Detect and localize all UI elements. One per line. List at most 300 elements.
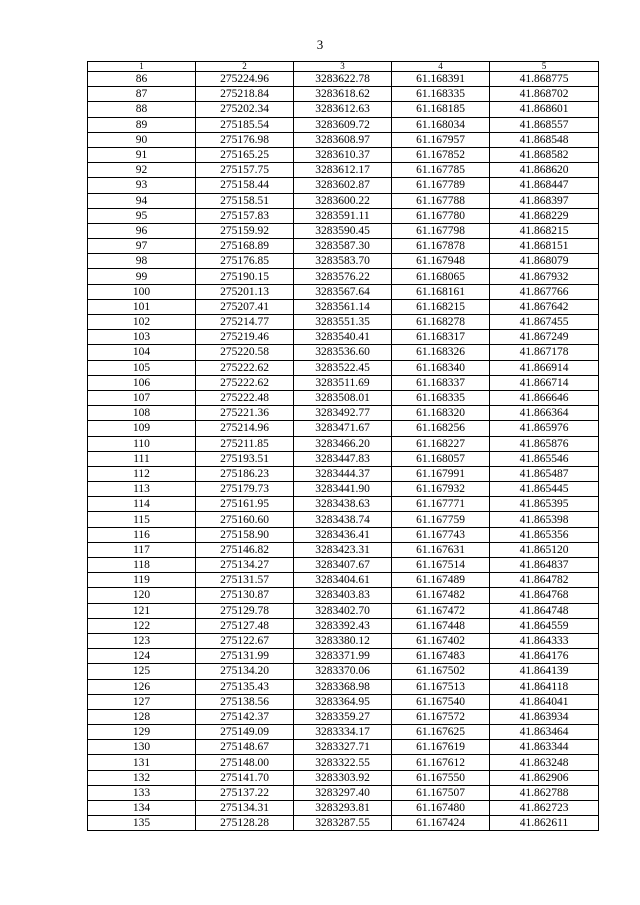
table-row [88,816,599,831]
table-cell: 135 [88,816,196,831]
table-row [88,72,599,87]
column-header: 3 [294,62,392,72]
table-cell: 95 [88,208,196,223]
table-body [88,72,599,831]
table-cell: 93 [88,178,196,193]
table-cell: 41.862611 [490,816,599,831]
table-cell: 3283551.35 [294,315,392,330]
table-cell: 61.167957 [392,132,490,147]
table-cell: 275211.85 [196,436,294,451]
table-cell: 108 [88,406,196,421]
table-cell: 3283407.67 [294,558,392,573]
table-cell: 41.864768 [490,588,599,603]
table-cell: 96 [88,223,196,238]
table-cell: 109 [88,421,196,436]
table-cell: 61.168034 [392,117,490,132]
table-cell: 61.168161 [392,284,490,299]
table-cell: 114 [88,497,196,512]
table-cell: 134 [88,801,196,816]
table-cell: 275141.70 [196,770,294,785]
table-cell: 94 [88,193,196,208]
table-cell: 121 [88,603,196,618]
table-cell: 275159.92 [196,223,294,238]
table-cell: 61.167878 [392,239,490,254]
table-cell: 3283441.90 [294,482,392,497]
table-cell: 113 [88,482,196,497]
table-cell: 3283600.22 [294,193,392,208]
table-row [88,755,599,770]
table-cell: 3283392.43 [294,618,392,633]
table-cell: 61.167550 [392,770,490,785]
table-cell: 41.866914 [490,360,599,375]
table-row [88,163,599,178]
table-row [88,664,599,679]
table-cell: 275221.36 [196,406,294,421]
table-cell: 3283567.64 [294,284,392,299]
table-cell: 41.863464 [490,725,599,740]
table-cell: 275185.54 [196,117,294,132]
table-cell: 41.868601 [490,102,599,117]
table-cell: 275179.73 [196,482,294,497]
table-row [88,573,599,588]
table-row [88,254,599,269]
table-cell: 41.866646 [490,390,599,405]
table-cell: 61.168317 [392,330,490,345]
table-cell: 61.167540 [392,694,490,709]
table-cell: 275168.89 [196,239,294,254]
table-cell: 275190.15 [196,269,294,284]
table-cell: 124 [88,649,196,664]
table-cell: 41.865546 [490,451,599,466]
table-cell: 61.167631 [392,542,490,557]
table-cell: 275134.27 [196,558,294,573]
table-cell: 275127.48 [196,618,294,633]
table-cell: 3283622.78 [294,72,392,87]
table-cell: 275142.37 [196,709,294,724]
table-cell: 3283403.83 [294,588,392,603]
table-row [88,269,599,284]
table-cell: 61.167991 [392,466,490,481]
table-cell: 125 [88,664,196,679]
table-cell: 41.868775 [490,72,599,87]
table-cell: 275220.58 [196,345,294,360]
table-cell: 61.167771 [392,497,490,512]
column-header: 5 [490,62,599,72]
column-header: 2 [196,62,294,72]
table-cell: 61.167424 [392,816,490,831]
table-cell: 41.865445 [490,482,599,497]
table-row [88,649,599,664]
table-row [88,801,599,816]
table-cell: 88 [88,102,196,117]
table-cell: 105 [88,360,196,375]
table-cell: 275158.44 [196,178,294,193]
table-cell: 61.167572 [392,709,490,724]
table-row [88,633,599,648]
table-cell: 61.168215 [392,299,490,314]
table-cell: 61.167448 [392,618,490,633]
table-cell: 90 [88,132,196,147]
table-cell: 41.868548 [490,132,599,147]
table-cell: 3283370.06 [294,664,392,679]
table-cell: 41.867642 [490,299,599,314]
table-cell: 41.864559 [490,618,599,633]
table-cell: 3283334.17 [294,725,392,740]
table-cell: 115 [88,512,196,527]
table-cell: 41.867178 [490,345,599,360]
table-cell: 275176.98 [196,132,294,147]
table-cell: 3283447.83 [294,451,392,466]
table-cell: 61.167789 [392,178,490,193]
table-cell: 3283287.55 [294,816,392,831]
table-cell: 41.864176 [490,649,599,664]
table-cell: 86 [88,72,196,87]
table-cell: 275176.85 [196,254,294,269]
table-row [88,223,599,238]
table-cell: 98 [88,254,196,269]
table-cell: 3283561.14 [294,299,392,314]
table-cell: 61.168340 [392,360,490,375]
table-cell: 41.864748 [490,603,599,618]
table-cell: 3283608.97 [294,132,392,147]
table-cell: 3283587.30 [294,239,392,254]
table-cell: 61.168256 [392,421,490,436]
table-cell: 41.866364 [490,406,599,421]
table-row [88,284,599,299]
table-cell: 61.167785 [392,163,490,178]
table-row [88,482,599,497]
table-cell: 275222.62 [196,375,294,390]
table-cell: 127 [88,694,196,709]
table-cell: 41.865976 [490,421,599,436]
table-header [88,62,599,72]
table-row [88,132,599,147]
table-cell: 3283303.92 [294,770,392,785]
table-cell: 275135.43 [196,679,294,694]
table-cell: 61.168337 [392,375,490,390]
table-cell: 99 [88,269,196,284]
table-cell: 3283508.01 [294,390,392,405]
table-row [88,147,599,162]
table-cell: 112 [88,466,196,481]
table-cell: 61.167852 [392,147,490,162]
table-cell: 131 [88,755,196,770]
table-cell: 61.167780 [392,208,490,223]
table-cell: 61.167507 [392,785,490,800]
table-cell: 41.868582 [490,147,599,162]
table-cell: 41.863934 [490,709,599,724]
table-cell: 110 [88,436,196,451]
table-cell: 61.168278 [392,315,490,330]
table-cell: 275222.48 [196,390,294,405]
table-cell: 123 [88,633,196,648]
coordinates-table [87,61,599,831]
table-cell: 275130.87 [196,588,294,603]
table-cell: 130 [88,740,196,755]
table-cell: 102 [88,315,196,330]
table-cell: 61.168065 [392,269,490,284]
table-cell: 3283293.81 [294,801,392,816]
table-cell: 61.168326 [392,345,490,360]
table-cell: 275201.13 [196,284,294,299]
table-cell: 61.167798 [392,223,490,238]
table-cell: 275158.51 [196,193,294,208]
table-cell: 41.868151 [490,239,599,254]
table-row [88,193,599,208]
table-row [88,709,599,724]
table-row [88,345,599,360]
table-cell: 41.865120 [490,542,599,557]
table-cell: 61.167502 [392,664,490,679]
table-cell: 275128.28 [196,816,294,831]
table-row [88,299,599,314]
table-cell: 41.864041 [490,694,599,709]
table-cell: 119 [88,573,196,588]
table-cell: 129 [88,725,196,740]
table-cell: 275149.09 [196,725,294,740]
table-cell: 275218.84 [196,87,294,102]
table-cell: 107 [88,390,196,405]
table-cell: 61.168227 [392,436,490,451]
table-row [88,588,599,603]
table-cell: 92 [88,163,196,178]
table-cell: 41.864118 [490,679,599,694]
table-cell: 275160.60 [196,512,294,527]
table-cell: 61.168057 [392,451,490,466]
table-row [88,178,599,193]
table-cell: 3283438.63 [294,497,392,512]
table-cell: 3283522.45 [294,360,392,375]
table-cell: 41.862788 [490,785,599,800]
table-cell: 275207.41 [196,299,294,314]
table-row [88,451,599,466]
table-cell: 275214.77 [196,315,294,330]
table-cell: 91 [88,147,196,162]
table-cell: 61.167482 [392,588,490,603]
table-cell: 104 [88,345,196,360]
table-cell: 3283610.37 [294,147,392,162]
table-cell: 275134.31 [196,801,294,816]
table-cell: 275137.22 [196,785,294,800]
table-cell: 3283466.20 [294,436,392,451]
table-cell: 117 [88,542,196,557]
table-row [88,360,599,375]
table-cell: 275131.99 [196,649,294,664]
table-row [88,725,599,740]
table-cell: 3283297.40 [294,785,392,800]
table-cell: 275138.56 [196,694,294,709]
table-cell: 61.167948 [392,254,490,269]
table-cell: 61.167483 [392,649,490,664]
table-row [88,102,599,117]
table-cell: 61.168320 [392,406,490,421]
header-row [88,62,599,72]
table-cell: 275157.75 [196,163,294,178]
table-cell: 61.167743 [392,527,490,542]
table-cell: 41.864139 [490,664,599,679]
table-cell: 122 [88,618,196,633]
table-cell: 41.865356 [490,527,599,542]
table-row [88,618,599,633]
table-cell: 3283371.99 [294,649,392,664]
table-cell: 275186.23 [196,466,294,481]
table-cell: 61.167612 [392,755,490,770]
table-cell: 133 [88,785,196,800]
table-cell: 118 [88,558,196,573]
table-cell: 3283444.37 [294,466,392,481]
table-cell: 275224.96 [196,72,294,87]
table-row [88,679,599,694]
table-row [88,208,599,223]
table-cell: 275165.25 [196,147,294,162]
table-cell: 61.167625 [392,725,490,740]
table-cell: 3283583.70 [294,254,392,269]
table-cell: 3283609.72 [294,117,392,132]
table-cell: 61.167619 [392,740,490,755]
table-row [88,497,599,512]
table-cell: 3283438.74 [294,512,392,527]
table-cell: 3283402.70 [294,603,392,618]
table-row [88,390,599,405]
table-cell: 3283380.12 [294,633,392,648]
table-row [88,436,599,451]
table-cell: 101 [88,299,196,314]
table-cell: 41.862723 [490,801,599,816]
table-cell: 3283423.31 [294,542,392,557]
table-cell: 61.168391 [392,72,490,87]
table-cell: 106 [88,375,196,390]
table-cell: 41.867249 [490,330,599,345]
table-cell: 275158.90 [196,527,294,542]
table-cell: 41.866714 [490,375,599,390]
table-cell: 41.865876 [490,436,599,451]
table-cell: 3283591.11 [294,208,392,223]
table-cell: 89 [88,117,196,132]
table-cell: 41.867766 [490,284,599,299]
table-cell: 61.167513 [392,679,490,694]
table-cell: 61.167489 [392,573,490,588]
table-cell: 3283359.27 [294,709,392,724]
table-row [88,558,599,573]
column-header: 4 [392,62,490,72]
table-row [88,542,599,557]
table-cell: 3283612.63 [294,102,392,117]
table-cell: 120 [88,588,196,603]
table-cell: 275148.00 [196,755,294,770]
table-cell: 41.864333 [490,633,599,648]
table-cell: 41.868229 [490,208,599,223]
table-cell: 3283436.41 [294,527,392,542]
table-cell: 3283404.61 [294,573,392,588]
table-cell: 61.167932 [392,482,490,497]
table-cell: 3283322.55 [294,755,392,770]
table-cell: 103 [88,330,196,345]
table-row [88,421,599,436]
table-cell: 275157.83 [196,208,294,223]
table-cell: 41.868620 [490,163,599,178]
table-row [88,603,599,618]
table-cell: 3283327.71 [294,740,392,755]
table-row [88,512,599,527]
table-cell: 275202.34 [196,102,294,117]
table-row [88,375,599,390]
table-row [88,785,599,800]
table-cell: 275148.67 [196,740,294,755]
table-cell: 3283618.62 [294,87,392,102]
table-cell: 61.167402 [392,633,490,648]
table-cell: 41.867455 [490,315,599,330]
table-cell: 126 [88,679,196,694]
table-cell: 275131.57 [196,573,294,588]
table-cell: 97 [88,239,196,254]
table-cell: 3283511.69 [294,375,392,390]
table-cell: 275193.51 [196,451,294,466]
table-cell: 41.868079 [490,254,599,269]
table-cell: 41.867932 [490,269,599,284]
table-cell: 3283368.98 [294,679,392,694]
table-row [88,740,599,755]
table-cell: 3283612.17 [294,163,392,178]
table-cell: 61.167514 [392,558,490,573]
table-cell: 61.167788 [392,193,490,208]
table-cell: 275161.95 [196,497,294,512]
table-cell: 3283364.95 [294,694,392,709]
table-cell: 3283536.60 [294,345,392,360]
table-cell: 41.864837 [490,558,599,573]
table-cell: 3283540.41 [294,330,392,345]
table-cell: 3283492.77 [294,406,392,421]
table-cell: 41.868557 [490,117,599,132]
table-cell: 100 [88,284,196,299]
table-cell: 116 [88,527,196,542]
table-cell: 41.865398 [490,512,599,527]
table-cell: 41.862906 [490,770,599,785]
table-cell: 275134.20 [196,664,294,679]
table-row [88,406,599,421]
table-cell: 41.868702 [490,87,599,102]
column-header: 1 [88,62,196,72]
table-row [88,330,599,345]
table-cell: 275122.67 [196,633,294,648]
table-cell: 41.864782 [490,573,599,588]
table-cell: 132 [88,770,196,785]
table-cell: 61.168335 [392,390,490,405]
table-cell: 61.167759 [392,512,490,527]
table-cell: 41.865487 [490,466,599,481]
table-row [88,239,599,254]
table-cell: 111 [88,451,196,466]
table-cell: 3283576.22 [294,269,392,284]
table-cell: 61.167472 [392,603,490,618]
table-row [88,117,599,132]
table-row [88,87,599,102]
table-cell: 41.868447 [490,178,599,193]
table-cell: 41.863344 [490,740,599,755]
table-cell: 3283602.87 [294,178,392,193]
table-cell: 275129.78 [196,603,294,618]
table-cell: 275146.82 [196,542,294,557]
table-row [88,466,599,481]
table-cell: 41.863248 [490,755,599,770]
table-row [88,694,599,709]
table-cell: 61.168335 [392,87,490,102]
table-cell: 275219.46 [196,330,294,345]
table-cell: 41.868397 [490,193,599,208]
table-row [88,527,599,542]
table-cell: 41.865395 [490,497,599,512]
table-row [88,315,599,330]
table-cell: 3283590.45 [294,223,392,238]
